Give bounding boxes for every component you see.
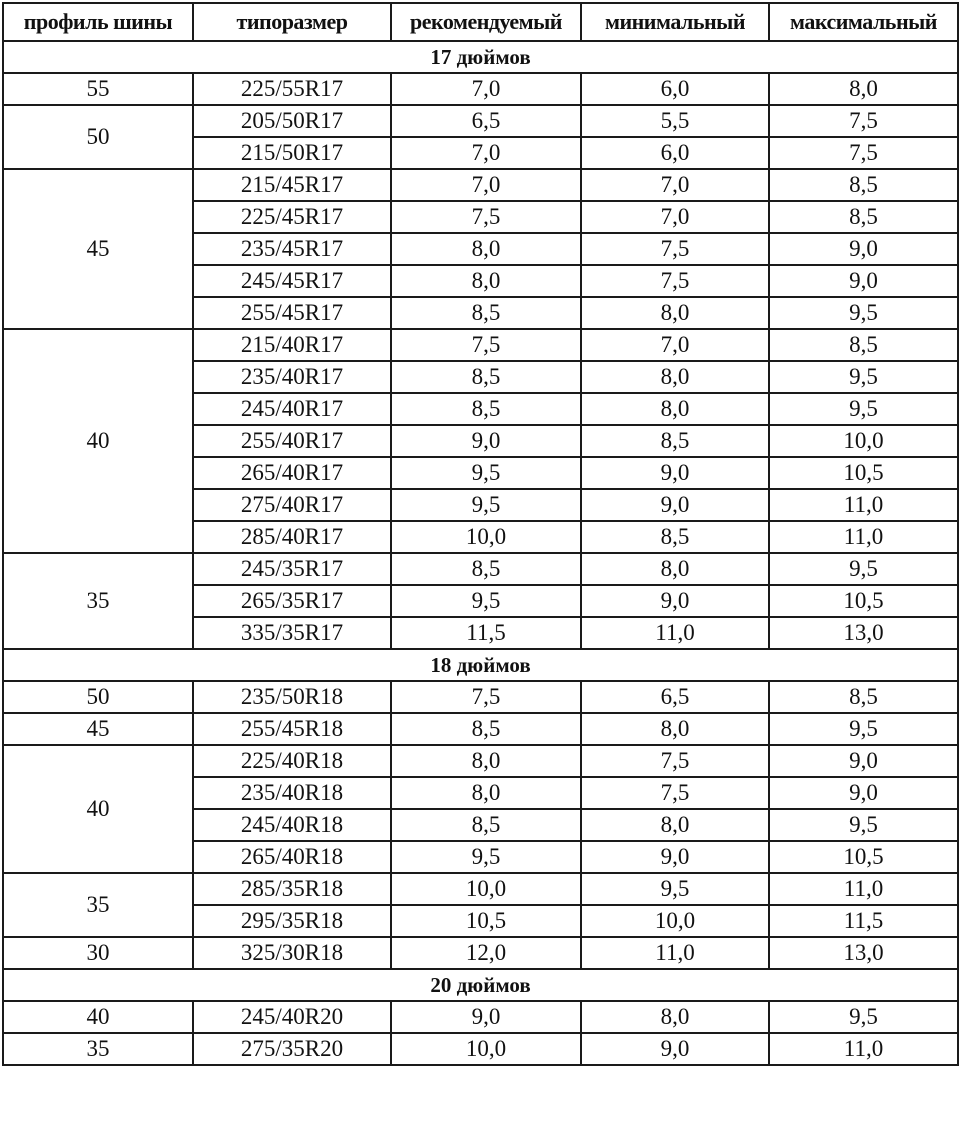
size-cell: 245/40R18 — [193, 809, 391, 841]
size-cell: 245/45R17 — [193, 265, 391, 297]
table-row — [3, 329, 958, 361]
recommended-cell: 7,0 — [391, 169, 581, 201]
section-title: 20 дюймов — [3, 969, 958, 1001]
size-cell: 335/35R17 — [193, 617, 391, 649]
recommended-cell: 7,5 — [391, 201, 581, 233]
header-minimum: минимальный — [581, 3, 769, 41]
tire-rim-width-table — [2, 2, 959, 1066]
maximum-cell: 8,5 — [769, 169, 958, 201]
section-title: 18 дюймов — [3, 649, 958, 681]
recommended-cell: 7,5 — [391, 329, 581, 361]
recommended-cell: 8,5 — [391, 393, 581, 425]
minimum-cell: 7,5 — [581, 745, 769, 777]
section-row — [3, 969, 958, 1001]
maximum-cell: 9,5 — [769, 393, 958, 425]
size-cell: 215/50R17 — [193, 137, 391, 169]
recommended-cell: 8,5 — [391, 809, 581, 841]
maximum-cell: 10,5 — [769, 585, 958, 617]
size-cell: 325/30R18 — [193, 937, 391, 969]
minimum-cell: 9,0 — [581, 1033, 769, 1065]
minimum-cell: 7,0 — [581, 329, 769, 361]
maximum-cell: 9,0 — [769, 745, 958, 777]
size-cell: 265/40R18 — [193, 841, 391, 873]
recommended-cell: 9,0 — [391, 425, 581, 457]
maximum-cell: 10,5 — [769, 457, 958, 489]
maximum-cell: 9,0 — [769, 233, 958, 265]
size-cell: 225/45R17 — [193, 201, 391, 233]
recommended-cell: 9,5 — [391, 585, 581, 617]
size-cell: 245/40R17 — [193, 393, 391, 425]
minimum-cell: 8,0 — [581, 713, 769, 745]
maximum-cell: 9,0 — [769, 777, 958, 809]
minimum-cell: 9,0 — [581, 489, 769, 521]
minimum-cell: 9,0 — [581, 585, 769, 617]
size-cell: 255/45R18 — [193, 713, 391, 745]
size-cell: 265/35R17 — [193, 585, 391, 617]
maximum-cell: 9,5 — [769, 1001, 958, 1033]
recommended-cell: 10,0 — [391, 521, 581, 553]
size-cell: 225/40R18 — [193, 745, 391, 777]
maximum-cell: 9,5 — [769, 361, 958, 393]
size-cell: 215/40R17 — [193, 329, 391, 361]
maximum-cell: 9,0 — [769, 265, 958, 297]
minimum-cell: 7,0 — [581, 201, 769, 233]
recommended-cell: 8,0 — [391, 233, 581, 265]
table-row — [3, 713, 958, 745]
minimum-cell: 8,0 — [581, 297, 769, 329]
maximum-cell: 10,0 — [769, 425, 958, 457]
minimum-cell: 6,0 — [581, 137, 769, 169]
minimum-cell: 8,0 — [581, 553, 769, 585]
profile-cell: 40 — [3, 329, 193, 553]
recommended-cell: 8,5 — [391, 713, 581, 745]
maximum-cell: 8,5 — [769, 681, 958, 713]
recommended-cell: 11,5 — [391, 617, 581, 649]
maximum-cell: 13,0 — [769, 937, 958, 969]
table-row — [3, 169, 958, 201]
section-title: 17 дюймов — [3, 41, 958, 73]
maximum-cell: 13,0 — [769, 617, 958, 649]
recommended-cell: 12,0 — [391, 937, 581, 969]
minimum-cell: 9,5 — [581, 873, 769, 905]
minimum-cell: 8,0 — [581, 809, 769, 841]
size-cell: 285/40R17 — [193, 521, 391, 553]
size-cell: 225/55R17 — [193, 73, 391, 105]
maximum-cell: 7,5 — [769, 137, 958, 169]
header-size: типоразмер — [193, 3, 391, 41]
size-cell: 285/35R18 — [193, 873, 391, 905]
size-cell: 255/45R17 — [193, 297, 391, 329]
table-row — [3, 105, 958, 137]
minimum-cell: 5,5 — [581, 105, 769, 137]
profile-cell: 40 — [3, 745, 193, 873]
minimum-cell: 11,0 — [581, 937, 769, 969]
minimum-cell: 9,0 — [581, 841, 769, 873]
size-cell: 235/40R17 — [193, 361, 391, 393]
maximum-cell: 9,5 — [769, 297, 958, 329]
size-cell: 275/40R17 — [193, 489, 391, 521]
profile-cell: 35 — [3, 873, 193, 937]
profile-cell: 55 — [3, 73, 193, 105]
size-cell: 235/50R18 — [193, 681, 391, 713]
recommended-cell: 8,0 — [391, 745, 581, 777]
table-row — [3, 73, 958, 105]
maximum-cell: 11,0 — [769, 1033, 958, 1065]
recommended-cell: 10,0 — [391, 1033, 581, 1065]
minimum-cell: 9,0 — [581, 457, 769, 489]
section-row — [3, 41, 958, 73]
maximum-cell: 11,0 — [769, 873, 958, 905]
recommended-cell: 10,5 — [391, 905, 581, 937]
profile-cell: 45 — [3, 713, 193, 745]
minimum-cell: 7,0 — [581, 169, 769, 201]
profile-cell: 50 — [3, 105, 193, 169]
minimum-cell: 6,0 — [581, 73, 769, 105]
recommended-cell: 7,5 — [391, 681, 581, 713]
table-row — [3, 553, 958, 585]
table-row — [3, 681, 958, 713]
recommended-cell: 9,5 — [391, 841, 581, 873]
table-row — [3, 937, 958, 969]
size-cell: 245/40R20 — [193, 1001, 391, 1033]
size-cell: 265/40R17 — [193, 457, 391, 489]
recommended-cell: 10,0 — [391, 873, 581, 905]
section-row — [3, 649, 958, 681]
maximum-cell: 7,5 — [769, 105, 958, 137]
size-cell: 205/50R17 — [193, 105, 391, 137]
minimum-cell: 8,5 — [581, 425, 769, 457]
size-cell: 295/35R18 — [193, 905, 391, 937]
maximum-cell: 10,5 — [769, 841, 958, 873]
size-cell: 235/40R18 — [193, 777, 391, 809]
table-row — [3, 1033, 958, 1065]
table-row — [3, 745, 958, 777]
profile-cell: 50 — [3, 681, 193, 713]
minimum-cell: 7,5 — [581, 265, 769, 297]
maximum-cell: 11,0 — [769, 521, 958, 553]
size-cell: 245/35R17 — [193, 553, 391, 585]
recommended-cell: 8,5 — [391, 297, 581, 329]
profile-cell: 35 — [3, 1033, 193, 1065]
maximum-cell: 8,5 — [769, 201, 958, 233]
recommended-cell: 8,5 — [391, 361, 581, 393]
minimum-cell: 7,5 — [581, 777, 769, 809]
size-cell: 215/45R17 — [193, 169, 391, 201]
recommended-cell: 9,5 — [391, 457, 581, 489]
minimum-cell: 8,5 — [581, 521, 769, 553]
minimum-cell: 8,0 — [581, 361, 769, 393]
header-maximum: максимальный — [769, 3, 958, 41]
minimum-cell: 8,0 — [581, 1001, 769, 1033]
profile-cell: 30 — [3, 937, 193, 969]
recommended-cell: 8,0 — [391, 265, 581, 297]
profile-cell: 40 — [3, 1001, 193, 1033]
header-recommended: рекомендуемый — [391, 3, 581, 41]
maximum-cell: 11,5 — [769, 905, 958, 937]
size-cell: 235/45R17 — [193, 233, 391, 265]
minimum-cell: 7,5 — [581, 233, 769, 265]
maximum-cell: 11,0 — [769, 489, 958, 521]
maximum-cell: 8,5 — [769, 329, 958, 361]
table-row — [3, 1001, 958, 1033]
maximum-cell: 9,5 — [769, 809, 958, 841]
recommended-cell: 9,5 — [391, 489, 581, 521]
minimum-cell: 6,5 — [581, 681, 769, 713]
header-row — [3, 3, 958, 41]
maximum-cell: 9,5 — [769, 553, 958, 585]
table-row — [3, 873, 958, 905]
recommended-cell: 7,0 — [391, 137, 581, 169]
recommended-cell: 9,0 — [391, 1001, 581, 1033]
header-profile: профиль шины — [3, 3, 193, 41]
profile-cell: 45 — [3, 169, 193, 329]
table-body — [3, 41, 958, 1065]
size-cell: 275/35R20 — [193, 1033, 391, 1065]
recommended-cell: 7,0 — [391, 73, 581, 105]
profile-cell: 35 — [3, 553, 193, 649]
maximum-cell: 9,5 — [769, 713, 958, 745]
size-cell: 255/40R17 — [193, 425, 391, 457]
minimum-cell: 11,0 — [581, 617, 769, 649]
recommended-cell: 6,5 — [391, 105, 581, 137]
minimum-cell: 10,0 — [581, 905, 769, 937]
recommended-cell: 8,5 — [391, 553, 581, 585]
maximum-cell: 8,0 — [769, 73, 958, 105]
recommended-cell: 8,0 — [391, 777, 581, 809]
minimum-cell: 8,0 — [581, 393, 769, 425]
